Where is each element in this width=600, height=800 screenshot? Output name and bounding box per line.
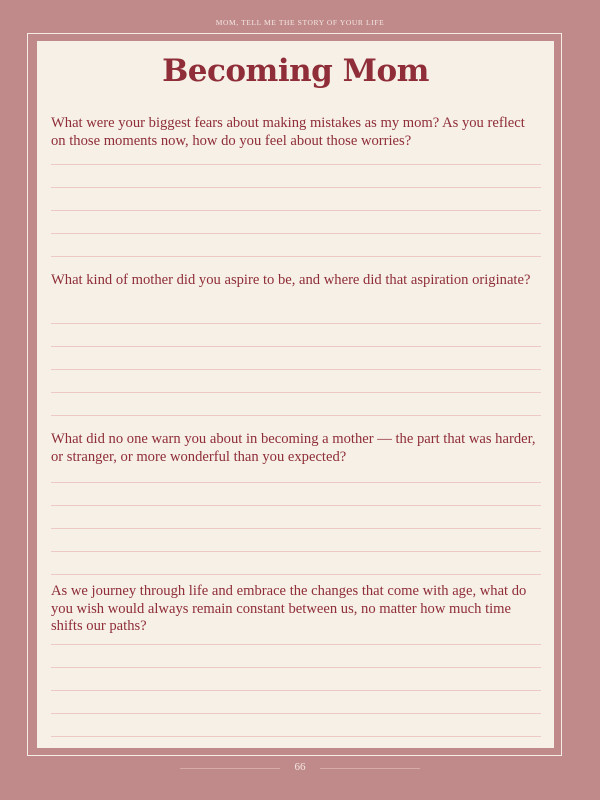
question-4: As we journey through life and embrace the changes that come with age, what do you wish would always remain constant between us, no matter how much time shifts our paths? [51, 583, 527, 634]
answer-line [51, 528, 541, 529]
answer-line [51, 187, 541, 188]
answer-line [51, 323, 541, 324]
answer-line [51, 346, 541, 347]
page-number: 66 [294, 761, 306, 773]
page-title: Becoming Mom [162, 53, 429, 89]
answer-line [51, 574, 541, 575]
answer-line [51, 164, 541, 165]
answer-line [51, 233, 541, 234]
running-header: MOM, TELL ME THE STORY OF YOUR LIFE [215, 18, 385, 27]
question-3: What did no one warn you about in becoming a mother — the part that was harder, or stranger, or more wonderful than you expected? [51, 431, 536, 465]
answer-line [51, 392, 541, 393]
answer-line [51, 482, 541, 483]
question-2: What kind of mother did you aspire to be, and where did that aspiration originate? [51, 272, 531, 288]
answer-line [51, 690, 541, 691]
question-1: What were your biggest fears about making mistakes as my mom? As you reflect on those moments now, how do you feel about those worries? [51, 115, 525, 149]
answer-line [51, 210, 541, 211]
answer-line [51, 369, 541, 370]
journal-page [37, 41, 554, 748]
answer-line [51, 667, 541, 668]
answer-line [51, 256, 541, 257]
answer-line [51, 713, 541, 714]
answer-line [51, 644, 541, 645]
answer-line [51, 505, 541, 506]
answer-line [51, 415, 541, 416]
answer-line [51, 551, 541, 552]
answer-line [51, 736, 541, 737]
